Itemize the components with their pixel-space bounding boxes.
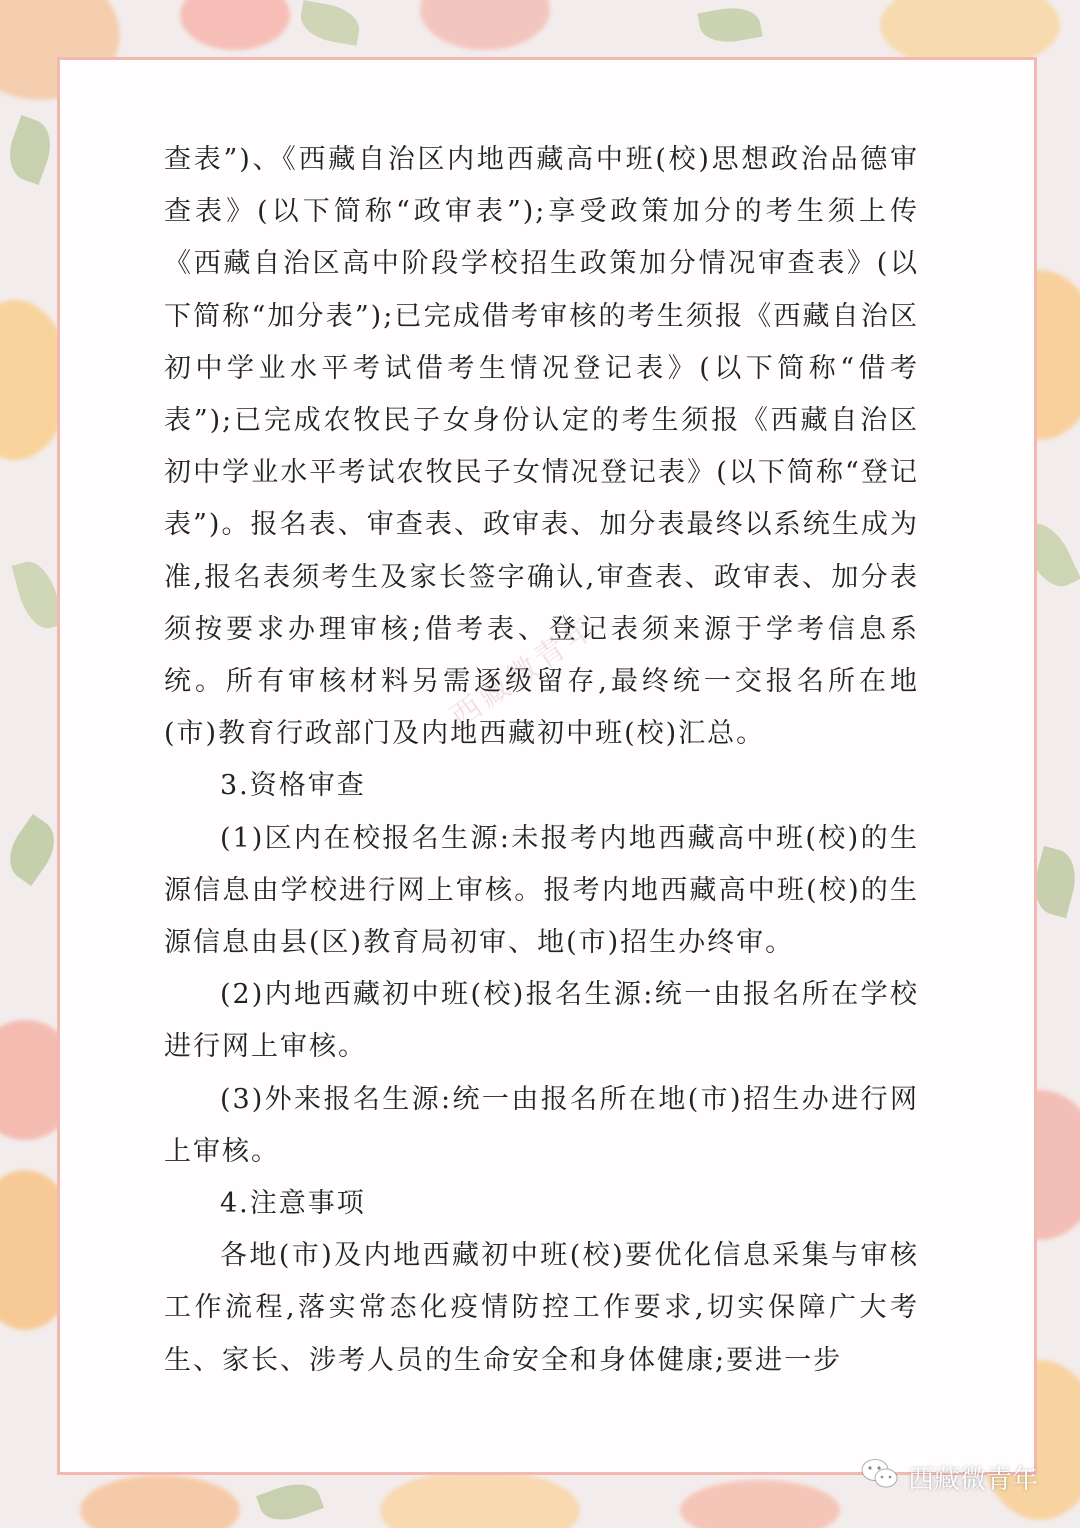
- account-logo: [860, 1455, 1038, 1499]
- document-body: [164, 134, 919, 1387]
- account-name: 西藏微青年: [908, 1464, 1039, 1495]
- section-heading: 4.注意事项: [220, 1188, 366, 1220]
- section-heading: 3.资格审查: [220, 770, 366, 802]
- paragraph: 查表”)、《西藏自治区内地西藏高中班(校)思想政治品德审查表》(以下简称“政审表”);享受政策加分的考生须上传《西藏自治区高中阶段学校招生政策加分情况审查表》(以下简称“加分表”);已完成借考审核的考生须报《西藏自治区初中学业水平考试借考生情况登记表》(以下简称“借考表”);已完成农牧民子女身份认定的考生须报《西藏自治区初中学业水平考试农牧民子女情况登记表》(以下简称“登记表”)。报名表、审查表、政审表、加分表最终以系统生成为准,报名表须考生及家长签字确认,审查表、政审表、加分表须按要求办理审核;借考表、登记表须来源于学考信息系统。所有审核材料另需逐级留存,最终统一交报名所在地(市)教育行政部门及内地西藏初中班(校)汇总。: [164, 144, 919, 750]
- paragraph: (1)区内在校报名生源:未报考内地西藏高中班(校)的生源信息由学校进行网上审核。报考内地西藏高中班(校)的生源信息由县(区)教育局初审、地(市)招生办终审。: [164, 822, 919, 959]
- wechat-icon: [860, 1457, 900, 1498]
- paragraph: 各地(市)及内地西藏初中班(校)要优化信息采集与审核工作流程,落实常态化疫情防控工作要求,切实保障广大考生、家长、涉考人员的生命安全和身体健康;要进一步: [164, 1240, 919, 1376]
- paragraph: (3)外来报名生源:统一由报名所在地(市)招生办进行网上审核。: [164, 1083, 919, 1167]
- paragraph: (2)内地西藏初中班(校)报名生源:统一由报名所在学校进行网上审核。: [164, 979, 919, 1063]
- watermark: 西藏微青年: [444, 609, 604, 736]
